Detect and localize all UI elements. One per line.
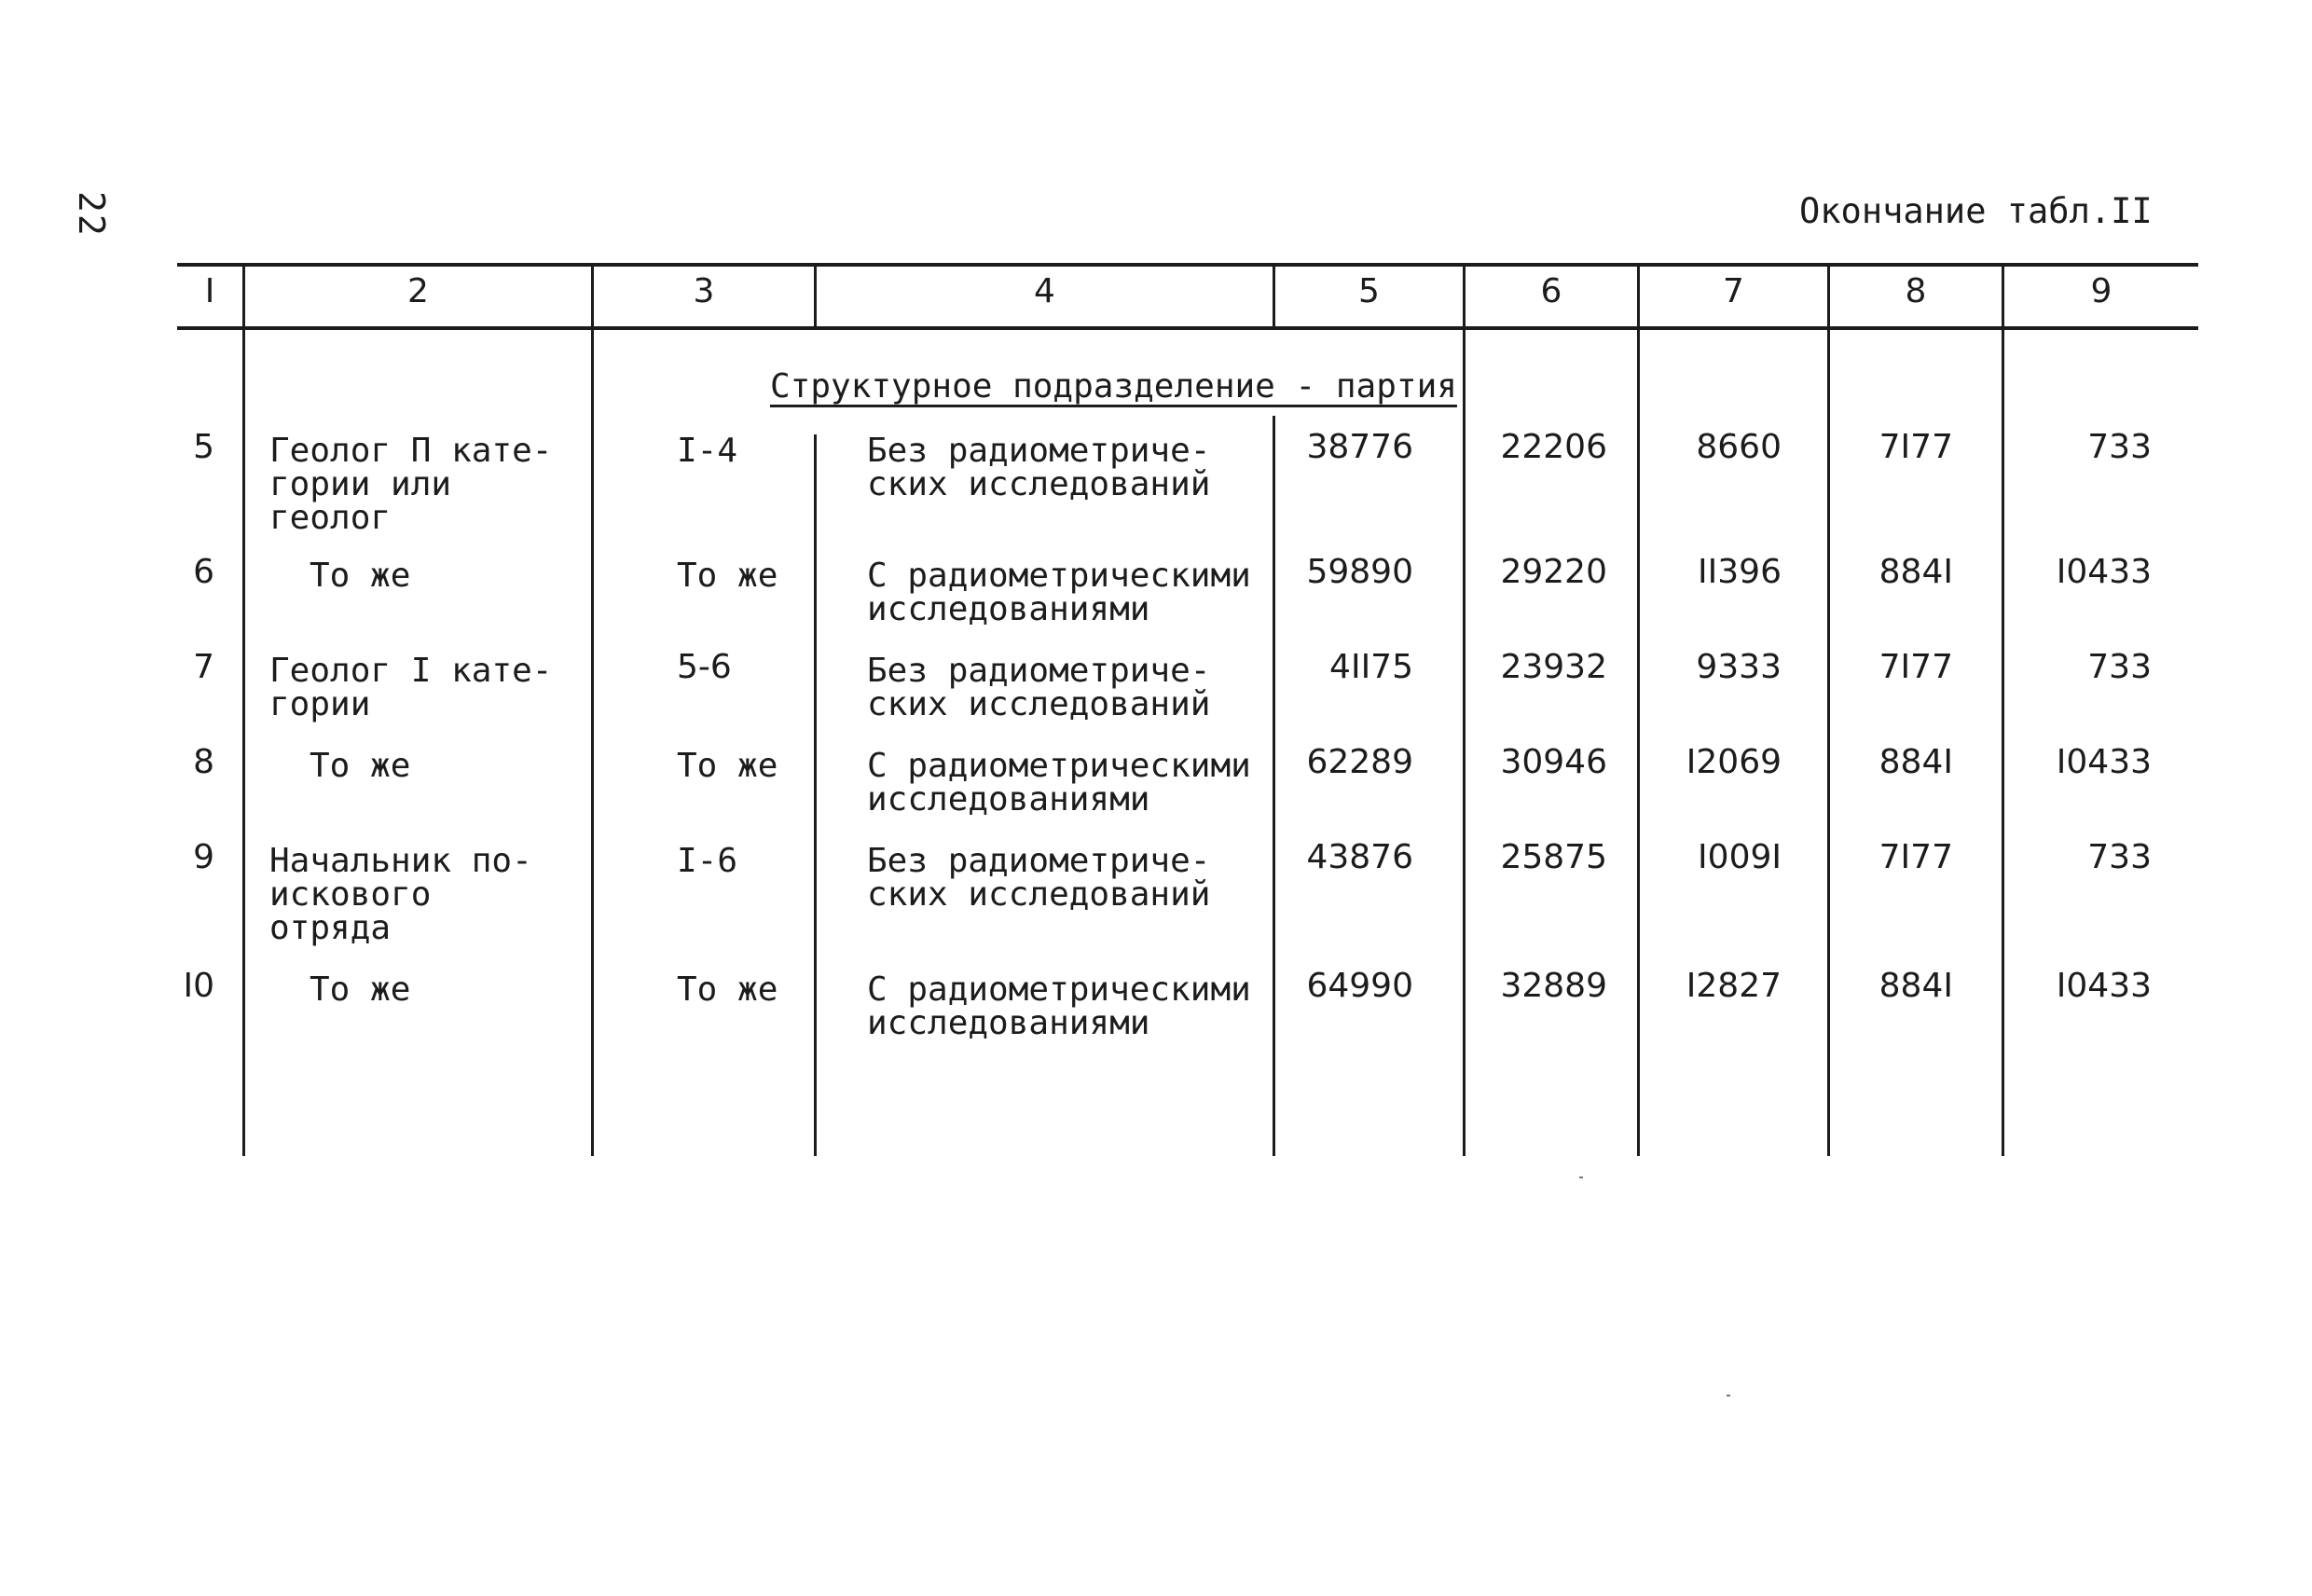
- value-col7: I2069: [1686, 743, 1782, 781]
- column-header: 5: [1358, 272, 1380, 310]
- position-cell: То же: [310, 747, 411, 785]
- value-col8: 7I77: [1878, 428, 1953, 466]
- column-header: 2: [407, 272, 429, 310]
- column-divider: [1273, 416, 1275, 1156]
- scan-speck: [1579, 1176, 1583, 1178]
- grade-cell: То же: [677, 557, 778, 595]
- value-col5: 62289: [1306, 743, 1413, 781]
- position-cell: То же: [310, 557, 411, 595]
- value-col8: 7I77: [1878, 648, 1953, 686]
- value-col7: 8660: [1696, 428, 1782, 466]
- value-col7: 9333: [1696, 648, 1782, 686]
- position-cell: Геолог I кате- гории: [269, 652, 553, 723]
- column-divider: [1463, 263, 1466, 1156]
- value-col5: 64990: [1306, 967, 1413, 1005]
- row-number: I0: [183, 967, 214, 1005]
- value-col8: 7I77: [1878, 838, 1953, 876]
- row-number: 7: [193, 648, 214, 686]
- position-cell: Геолог П кате- гории или геолог: [269, 432, 553, 537]
- value-col6: 25875: [1500, 838, 1607, 876]
- grade-cell: I-6: [677, 842, 738, 880]
- value-col9: 733: [2087, 648, 2152, 686]
- column-header: 9: [2090, 272, 2112, 310]
- value-col9: I0433: [2056, 553, 2152, 591]
- condition-cell: С радиометрическими исследованиями: [867, 557, 1251, 628]
- grade-cell: То же: [677, 747, 778, 785]
- value-col5: 4II75: [1329, 648, 1413, 686]
- value-col9: 733: [2087, 428, 2152, 466]
- value-col5: 59890: [1306, 553, 1413, 591]
- grade-cell: I-4: [677, 432, 738, 470]
- value-col7: II396: [1698, 553, 1782, 591]
- column-divider: [591, 263, 594, 1156]
- value-col8: 884I: [1878, 553, 1953, 591]
- row-number: 9: [193, 838, 214, 876]
- column-divider: [242, 263, 245, 1156]
- grade-cell: То же: [677, 970, 778, 1009]
- row-number: 5: [193, 428, 214, 466]
- value-col9: I0433: [2056, 967, 2152, 1005]
- condition-cell: Без радиометриче- ских исследований: [867, 652, 1211, 723]
- value-col5: 38776: [1306, 428, 1413, 466]
- column-divider: [814, 434, 817, 1156]
- column-divider: [1637, 263, 1640, 1156]
- column-divider: [2002, 263, 2004, 1156]
- header-bottom-rule: [177, 326, 2198, 330]
- value-col9: 733: [2087, 838, 2152, 876]
- table-caption: Окончание табл.II: [1799, 191, 2153, 231]
- condition-cell: Без радиометриче- ских исследований: [867, 842, 1211, 914]
- column-header: I: [204, 272, 215, 310]
- value-col8: 884I: [1878, 743, 1953, 781]
- grade-cell: 5-6: [677, 648, 732, 686]
- value-col6: 30946: [1500, 743, 1607, 781]
- value-col9: I0433: [2056, 743, 2152, 781]
- section-title: Структурное подразделение - партия: [770, 367, 1457, 406]
- column-header: 4: [1034, 272, 1055, 310]
- row-number: 6: [193, 553, 214, 591]
- position-cell: То же: [310, 970, 411, 1009]
- scan-speck: [1727, 1395, 1730, 1396]
- value-col5: 43876: [1306, 838, 1413, 876]
- condition-cell: С радиометрическими исследованиями: [867, 747, 1251, 819]
- condition-cell: С радиометрическими исследованиями: [867, 970, 1251, 1042]
- value-col7: I009I: [1698, 838, 1782, 876]
- row-number: 8: [193, 743, 214, 781]
- value-col7: I2827: [1686, 967, 1782, 1005]
- page-number: 22: [71, 191, 112, 238]
- column-header: 3: [693, 272, 715, 310]
- value-col8: 884I: [1878, 967, 1953, 1005]
- value-col6: 22206: [1500, 428, 1607, 466]
- column-header: 7: [1723, 272, 1744, 310]
- position-cell: Начальник по- искового отряда: [269, 842, 532, 947]
- condition-cell: Без радиометриче- ских исследований: [867, 432, 1211, 503]
- value-col6: 23932: [1500, 648, 1607, 686]
- column-header: 8: [1905, 272, 1927, 310]
- table-top-rule: [177, 263, 2198, 267]
- column-divider: [1827, 263, 1830, 1156]
- value-col6: 32889: [1500, 967, 1607, 1005]
- value-col6: 29220: [1500, 553, 1607, 591]
- column-header: 6: [1540, 272, 1562, 310]
